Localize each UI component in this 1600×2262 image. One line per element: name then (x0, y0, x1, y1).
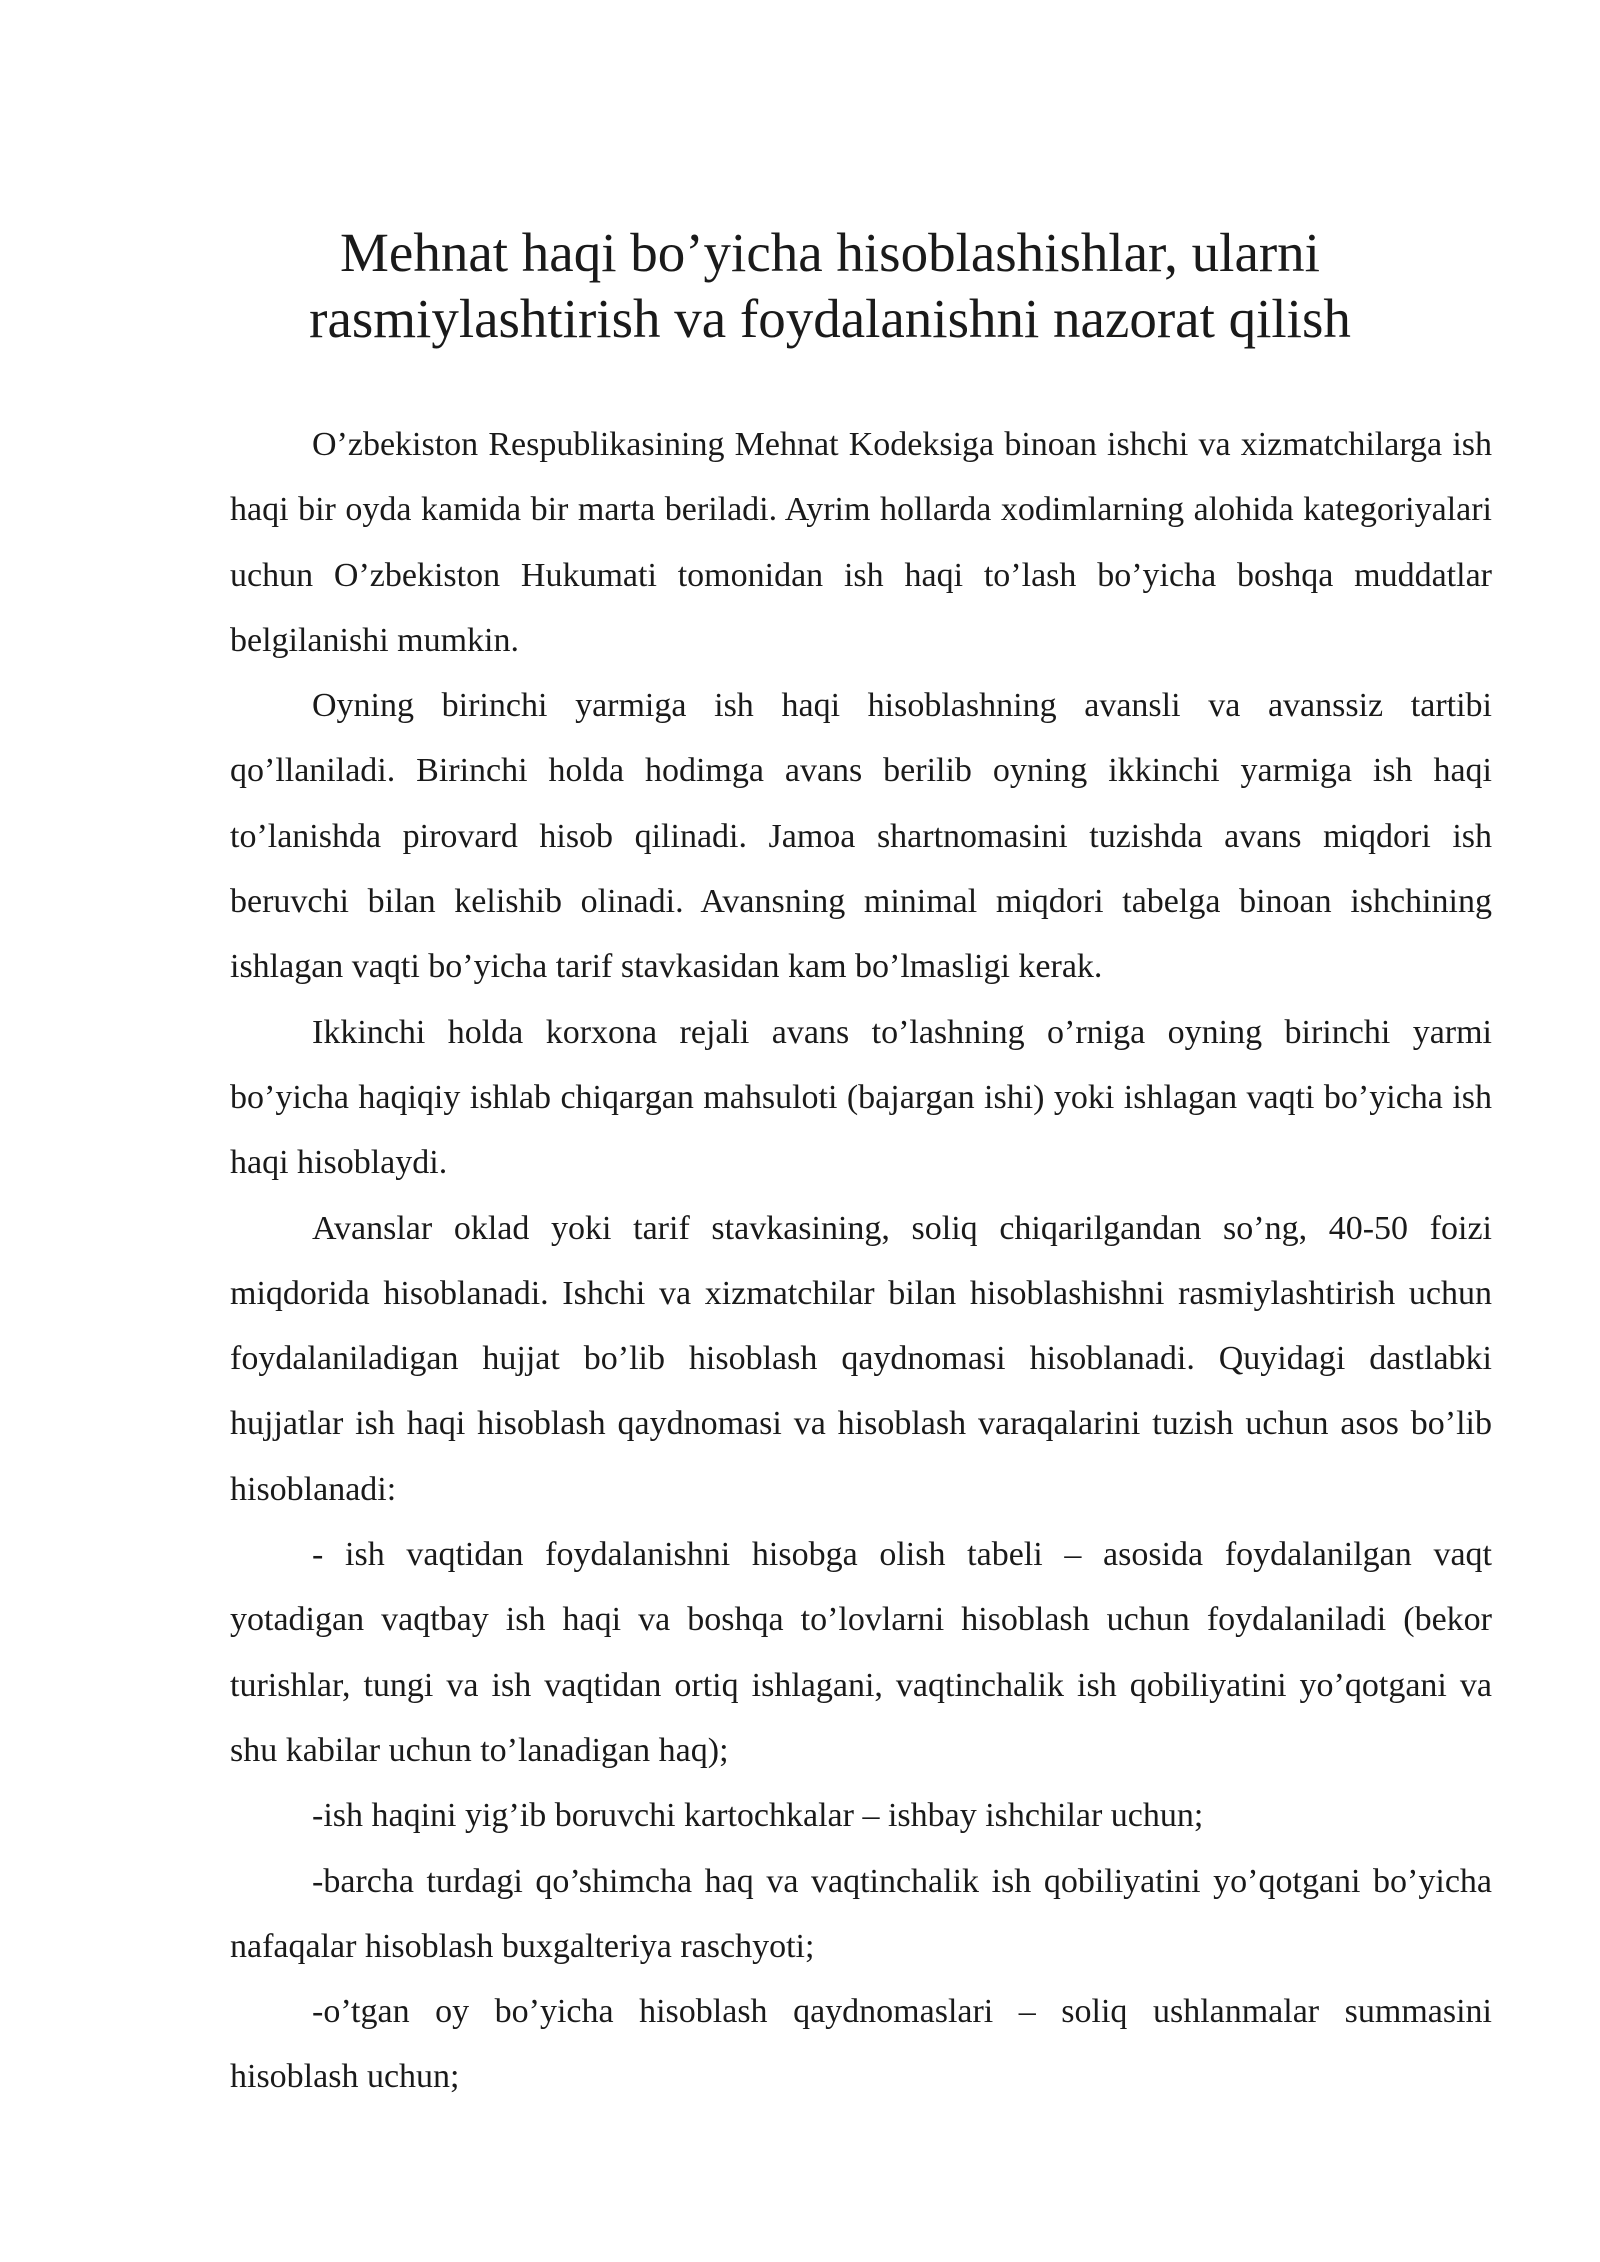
list-item-timesheet: - ish vaqtidan foydalanishni hisobga olish tabeli – asosida foydalanilgan vaqt yotadigan vaqtbay ish haqi va boshqa to’lovlarni hisoblash uchun foydalaniladi (bekor turishlar, tungi va ish vaqtidan ortiq ishlagani, vaqtinchalik ish qobiliyatini yo’qotgani va shu kabilar uchun to’lanadigan haq); (230, 1536, 1492, 1769)
paragraph-labor-code: O’zbekiston Respublikasining Mehnat Kodeksiga binoan ishchi va xizmatchilarga ish haqi bir oyda kamida bir marta beriladi. Ayrim hollarda xodimlarning alohida kategoriyalari uchun O’zbekiston Hukumati tomonidan ish haqi to’lash bo’yicha boshqa muddatlar belgilanishi mumkin. (230, 426, 1492, 659)
paragraph-advance-percent: Avanslar oklad yoki tarif stavkasining, soliq chiqarilgandan so’ng, 40-50 foizi miqdorida hisoblanadi. Ishchi va xizmatchilar bilan hisoblashishni rasmiylashtirish uchun foydalaniladigan hujjat bo’lib hisoblash qaydnomasi hisoblanadi. Quyidagi dastlabki hujjatlar ish haqi hisoblash qaydnomasi va hisoblash varaqalarini tuzish uchun asos bo’lib hisoblanadi: (230, 1209, 1492, 1508)
title-line-1: Mehnat haqi bo’yicha hisoblashishlar, ularni (340, 222, 1320, 283)
list-item-previous-month: -o’tgan oy bo’yicha hisoblash qaydnomaslari – soliq ushlanmalar summasini hisoblash uchun; (230, 1993, 1492, 2096)
list-item-allowances: -barcha turdagi qo’shimcha haq va vaqtinchalik ish qobiliyatini yo’qotgani bo’yicha nafaqalar hisoblash buxgalteriya raschyoti; (230, 1862, 1492, 1965)
document-body (230, 412, 1492, 2110)
title-line-2: rasmiylashtirish va foydalanishni nazorat qilish (309, 288, 1351, 349)
paragraph-advance-order: Oyning birinchi yarmiga ish haqi hisoblashning avansli va avanssiz tartibi qo’llaniladi. Birinchi holda hodimga avans berilib oyning ikkinchi yarmiga ish haqi to’lanishda pirovard hisob qilinadi. Jamoa shartnomasini tuzishda avans miqdori ish beruvchi bilan kelishib olinadi. Avansning minimal miqdori tabelga binoan ishchining ishlagan vaqti bo’yicha tarif stavkasidan kam bo’lmasligi kerak. (230, 687, 1492, 986)
document-title (230, 220, 1430, 352)
paragraph-second-case: Ikkinchi holda korxona rejali avans to’lashning o’rniga oyning birinchi yarmi bo’yicha haqiqiy ishlab chiqargan mahsuloti (bajargan ishi) yoki ishlagan vaqti bo’yicha ish haqi hisoblaydi. (230, 1013, 1492, 1182)
list-item-cards: -ish haqini yig’ib boruvchi kartochkalar – ishbay ishchilar uchun; (312, 1797, 1204, 1835)
